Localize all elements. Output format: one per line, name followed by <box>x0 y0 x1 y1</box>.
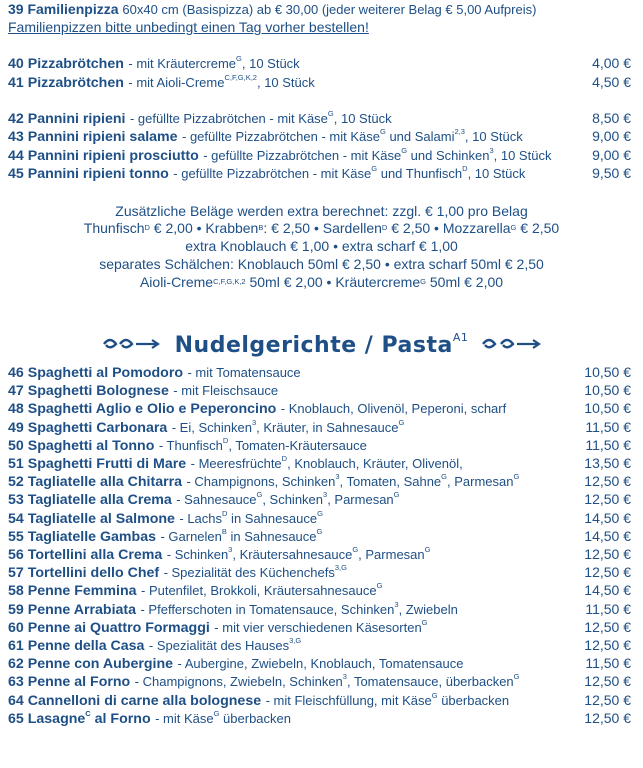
menu-item-45 <box>8 165 631 183</box>
menu-item-61 <box>8 637 631 655</box>
item-number: 65 <box>8 710 24 727</box>
item-name <box>8 365 183 381</box>
item-price: 10,50 € <box>584 382 631 399</box>
item-title: Penne ai Quattro Formaggi <box>27 619 210 636</box>
item-price: 9,50 € <box>592 164 631 181</box>
item-title: Pannini ripieni tonno <box>27 165 169 182</box>
item-number: 59 <box>8 601 24 618</box>
item-number: 63 <box>8 674 24 691</box>
desc-text: , Zwiebeln <box>398 601 458 617</box>
item-number: 42 <box>8 111 24 127</box>
item-number: 45 <box>8 165 24 182</box>
item-price: 14,50 € <box>584 509 631 526</box>
item-title: Spaghetti Carbonara <box>27 419 168 436</box>
desc-text: - mit Tomatensauce <box>187 365 301 380</box>
desc-text: - mit Käse <box>155 710 214 726</box>
item-desc <box>187 365 300 380</box>
desc-text: - mit Kräutercreme <box>128 56 237 71</box>
item-name <box>8 383 169 399</box>
item-title: Penne della Casa <box>27 638 145 654</box>
menu-item-41 <box>8 74 631 92</box>
item-title: Spaghetti Bolognese <box>27 383 169 400</box>
desc-text: , Knoblauch, Kräuter, Olivenöl, <box>287 456 463 471</box>
desc-text: , 10 Stück <box>333 111 392 126</box>
item-number: 46 <box>8 365 24 381</box>
item-name <box>8 708 151 727</box>
familienpizza-note: Familienpizzen bitte unbedingt einen Tag vorher bestellen! <box>8 19 369 35</box>
item-number: 50 <box>8 437 24 454</box>
item-desc <box>214 617 428 635</box>
item-desc <box>281 401 506 416</box>
desc-text: , 10 Stück <box>241 56 300 71</box>
menu-item-63 <box>8 673 631 691</box>
desc-text: und Salami <box>385 129 455 145</box>
allergen-sup: C,F,G,K,2 <box>213 277 246 286</box>
desc-text: - gefüllte Pizzabrötchen - mit Käse <box>173 165 372 181</box>
extras-text: 50ml € 2,00 <box>425 274 504 290</box>
item-desc <box>130 111 392 126</box>
allergen-sup: 3 <box>251 417 257 427</box>
desc-text: - mit vier verschiedenen Käsesorten <box>214 619 422 635</box>
item-number: 44 <box>8 147 24 164</box>
item-price: 4,00 € <box>592 55 631 71</box>
desc-text: , 10 Stück <box>256 75 315 90</box>
desc-text: , Parmesan <box>358 547 425 562</box>
allergen-sup: G <box>513 472 520 482</box>
menu-item-43 <box>8 128 631 146</box>
desc-text: überbacken <box>437 692 510 708</box>
allergen-sup: 2,3 <box>454 127 465 137</box>
menu-item-44 <box>8 147 631 165</box>
item-title: Tortellini alla Crema <box>27 547 163 563</box>
item-number: 43 <box>8 129 24 146</box>
allergen-sup: B <box>221 526 227 536</box>
desc-text: - mit Fleischfüllung, mit Käse <box>265 692 432 708</box>
desc-text: , Tomatensauce, überbacken <box>346 674 514 690</box>
item-title: Spaghetti Frutti di Mare <box>27 456 187 472</box>
item-price: 12,50 € <box>584 691 631 708</box>
extras-text: € 2,50 • Mozzarella <box>387 220 511 236</box>
item-desc <box>186 474 519 489</box>
item-name <box>8 693 261 709</box>
allergen-sup: G <box>420 277 426 286</box>
menu-item-62 <box>8 655 631 673</box>
allergen-sup: C,F,G,K,2 <box>224 73 257 82</box>
item-title: Tagliatelle alla Chitarra <box>27 474 183 491</box>
item-number: 53 <box>8 492 24 509</box>
extras-text: 50ml € 2,00 • Kräutercreme <box>245 274 421 290</box>
item-price: 12,50 € <box>584 473 631 490</box>
desc-text: und Schinken <box>407 147 490 163</box>
item-name <box>8 456 186 472</box>
ornament-right-icon <box>477 336 541 357</box>
allergen-sup: D <box>281 454 288 463</box>
item-title: Cannelloni di carne alla bolognese <box>27 692 262 709</box>
menu-item-53 <box>8 491 631 509</box>
item-price: 10,50 € <box>584 400 631 417</box>
item-title: Penne Femmina <box>27 583 137 600</box>
item-name <box>8 674 130 690</box>
desc-text: - Spezialität des Küchenchefs <box>163 565 335 581</box>
menu-item-58 <box>8 582 631 600</box>
item-desc <box>128 56 299 71</box>
item-number: 52 <box>8 474 24 491</box>
item-desc <box>164 565 347 580</box>
allergen-sup: B <box>258 223 264 232</box>
allergen-sup: G <box>379 127 386 137</box>
extras-text: Aioli-Creme <box>139 274 214 290</box>
allergen-sup: G <box>327 109 334 118</box>
allergen-sup: 3 <box>489 145 494 155</box>
item-desc <box>173 383 278 398</box>
menu-item-48 <box>8 400 631 418</box>
desc-text: - mit Fleischsauce <box>173 383 279 399</box>
item-name <box>8 602 136 618</box>
item-price: 11,50 € <box>585 600 631 617</box>
desc-text: - gefüllte Pizzabrötchen - mit Käse <box>203 147 402 163</box>
menu-item-47 <box>8 382 631 400</box>
allergen-sup: 3 <box>335 472 340 482</box>
item-title: Spaghetti al Pomodoro <box>27 365 184 381</box>
item-price: 4,50 € <box>592 74 631 90</box>
menu-item-40 <box>8 55 631 73</box>
allergen-sup: G <box>317 508 323 518</box>
desc-text: - Sahnesauce <box>176 492 257 508</box>
desc-text: - Lachs <box>179 510 223 526</box>
item-title: Lasagne <box>27 710 86 727</box>
item-desc <box>140 599 458 617</box>
desc-text: - Champignons, Schinken <box>186 474 336 490</box>
allergen-sup: G <box>421 617 428 627</box>
desc-text: , Tomaten, Sahne <box>339 474 442 490</box>
item-desc: 60x40 cm (Basispizza) ab € 30,00 (jeder weiterer Belag € 5,00 Aufpreis) <box>122 2 537 17</box>
item-title: Pannini ripieni salame <box>27 129 178 146</box>
menu-item-52 <box>8 473 631 491</box>
item-name <box>8 56 124 72</box>
item-number: 55 <box>8 528 24 545</box>
item-number: 40 <box>8 56 24 72</box>
desc-text: , Parmesan <box>327 492 394 508</box>
item-number: 41 <box>8 75 24 91</box>
item-name <box>8 166 169 182</box>
item-desc <box>149 638 301 653</box>
item-number: 49 <box>8 419 24 436</box>
item-name <box>8 529 156 545</box>
item-name <box>8 638 144 654</box>
item-desc <box>128 75 314 90</box>
extras-text: € 2,50 <box>516 220 560 236</box>
extras-line-3: extra Knoblauch € 1,00 • extra scharf € 1,00 <box>185 238 458 254</box>
item-title: Pannini ripieni <box>27 111 126 127</box>
item-price: 12,50 € <box>584 546 631 562</box>
item-number: 51 <box>8 456 24 472</box>
desc-text: , Kräuter, in Sahnesauce <box>256 419 399 435</box>
allergen-sup: G <box>398 417 405 427</box>
menu-item-64 <box>8 692 631 710</box>
item-name <box>8 474 182 490</box>
item-desc <box>167 547 431 562</box>
item-desc <box>160 526 323 544</box>
allergen-sup: G <box>256 490 263 500</box>
allergen-sup: D <box>381 223 388 232</box>
desc-text: - Thunfisch <box>158 437 223 453</box>
extras-line-2 <box>0 220 643 238</box>
allergen-sup: G <box>371 163 378 173</box>
extras-line-1: Zusätzliche Beläge werden extra berechnet: zzgl. € 1,00 pro Belag <box>115 203 528 219</box>
menu-item-55 <box>8 528 631 546</box>
item-price: 14,50 € <box>584 527 631 544</box>
item-desc <box>191 456 463 471</box>
allergen-sup: G <box>441 472 448 482</box>
allergen-sup: C <box>85 708 91 718</box>
item-title: Tagliatelle al Salmone <box>27 510 175 527</box>
desc-text: - gefüllte Pizzabrötchen - mit Käse <box>129 111 328 126</box>
desc-text: , Tomaten-Kräutersauce <box>228 437 367 453</box>
item-number: 58 <box>8 583 24 600</box>
item-desc <box>265 690 510 708</box>
item-desc <box>176 492 399 507</box>
desc-text: , 10 Stück <box>464 129 523 145</box>
item-number: 39 <box>8 1 24 17</box>
desc-text: - Ei, Schinken <box>171 419 252 435</box>
item-desc <box>179 508 323 526</box>
item-price: 11,50 € <box>585 655 631 672</box>
allergen-sup: G <box>213 708 220 718</box>
desc-text: , 10 Stück <box>493 147 552 163</box>
allergen-sup: D <box>462 163 468 173</box>
menu-item-51 <box>8 455 631 473</box>
item-price: 11,50 € <box>585 436 631 453</box>
item-name <box>8 565 159 581</box>
desc-text: - Putenfilet, Brokkoli, Kräutersahnesauce <box>141 583 377 599</box>
item-price: 14,50 € <box>584 582 631 599</box>
extras-text: : € 2,50 • Sardellen <box>263 220 382 236</box>
item-desc <box>141 583 382 598</box>
allergen-sup: G <box>352 545 359 554</box>
item-title: Tagliatelle Gambas <box>27 528 156 545</box>
item-number: 47 <box>8 383 24 400</box>
item-title: Spaghetti al Tonno <box>27 437 155 454</box>
allergen-sup: D <box>222 435 229 445</box>
item-name <box>8 438 154 454</box>
item-title: Tortellini dello Chef <box>27 565 160 582</box>
desc-text: - gefüllte Pizzabrötchen - mit Käse <box>182 129 380 145</box>
desc-text: - Meeresfrüchte <box>190 456 282 471</box>
item-title: Penne con Aubergine <box>27 656 174 673</box>
item-price: 10,50 € <box>584 364 631 380</box>
desc-text: - Pfefferschoten in Tomatensauce, Schinken <box>140 601 395 617</box>
menu-item-60 <box>8 619 631 637</box>
extras-text: € 2,00 • Krabben <box>149 220 259 236</box>
desc-text: - Schinken <box>166 547 229 562</box>
desc-text: überbacken <box>219 710 291 726</box>
item-price: 8,50 € <box>592 110 631 126</box>
item-desc <box>173 163 526 181</box>
desc-text: - Garnelen <box>160 528 222 544</box>
item-desc <box>203 145 552 163</box>
menu-item-42 <box>8 110 631 128</box>
desc-text: in Sahnesauce <box>226 528 317 544</box>
allergen-sup: 3 <box>228 545 233 554</box>
item-name <box>8 401 276 417</box>
item-name <box>8 148 199 164</box>
item-name <box>8 492 172 508</box>
extras-line-4: separates Schälchen: Knoblauch 50ml € 2,50 • extra scharf 50ml € 2,50 <box>99 256 544 272</box>
item-price: 9,00 € <box>592 128 631 145</box>
section-heading <box>0 333 643 358</box>
menu-item-54 <box>8 510 631 528</box>
item-number: 48 <box>8 401 24 418</box>
desc-text: - Spezialität des Hauses <box>148 638 290 653</box>
item-price: 12,50 € <box>584 709 631 726</box>
item-desc <box>178 656 464 671</box>
item-name <box>8 583 137 599</box>
menu-item-49 <box>8 419 631 437</box>
allergen-sup: 3 <box>342 672 347 682</box>
item-title: Penne al Forno <box>27 674 131 691</box>
menu-item-59 <box>8 601 631 619</box>
item-name <box>8 420 167 436</box>
allergen-sup: G <box>513 672 520 682</box>
item-price: 12,50 € <box>584 564 631 581</box>
allergen-sup: G <box>401 145 408 155</box>
desc-text: , Schinken <box>262 492 324 508</box>
item-name: Familienpizza <box>27 1 119 17</box>
item-desc <box>171 417 405 435</box>
item-desc <box>158 435 367 453</box>
allergen-sup: G <box>316 526 323 536</box>
item-price: 12,50 € <box>584 637 631 653</box>
desc-text: - Knoblauch, Olivenöl, Peperoni, scharf <box>280 401 507 417</box>
item-name <box>8 111 125 127</box>
desc-text: in Sahnesauce <box>227 510 318 526</box>
item-name <box>8 656 173 672</box>
item-name <box>8 511 175 527</box>
item-price: 9,00 € <box>592 146 631 163</box>
section-title: Nudelgerichte / Pasta <box>174 333 453 358</box>
item-price: 13,50 € <box>584 455 631 471</box>
item-desc <box>155 708 291 726</box>
extras-line-5 <box>0 274 643 292</box>
allergen-sup: D <box>222 508 228 518</box>
item-desc <box>182 129 523 144</box>
item-price: 12,50 € <box>584 491 631 508</box>
item-title: Pannini ripieni prosciutto <box>27 147 199 164</box>
item-title: Tagliatelle alla Crema <box>27 492 172 509</box>
allergen-sup: G <box>510 223 517 232</box>
item-title: Spaghetti Aglio e Olio e Peperoncino <box>27 401 277 418</box>
item-number: 60 <box>8 619 24 636</box>
menu-item-65 <box>8 710 631 728</box>
desc-text: , Kräutersahnesauce <box>232 547 353 562</box>
item-number: 62 <box>8 656 24 673</box>
item-number: 56 <box>8 547 24 563</box>
allergen-sup: 3 <box>323 490 328 500</box>
ornament-left-icon <box>102 336 166 357</box>
allergen-sup: 3 <box>394 599 399 609</box>
item-title: Penne Arrabiata <box>27 601 137 618</box>
desc-text: - Aubergine, Zwiebeln, Knoblauch, Tomatensauce <box>177 656 464 672</box>
familienpizza-line <box>8 1 536 18</box>
item-title: Pizzabrötchen <box>27 56 124 72</box>
item-price: 11,50 € <box>585 418 631 435</box>
item-price: 12,50 € <box>584 673 631 690</box>
item-desc <box>135 674 520 689</box>
desc-text: , Parmesan <box>447 474 514 490</box>
allergen-sup: G <box>424 545 431 554</box>
desc-text: - Champignons, Zwiebeln, Schinken <box>134 674 343 690</box>
allergen-sup: G <box>236 54 242 63</box>
desc-text: , 10 Stück <box>467 165 526 181</box>
section-title-sup: A1 <box>452 331 469 344</box>
item-name <box>8 547 162 563</box>
item-number: 57 <box>8 565 24 582</box>
extras-text: Thunfisch <box>83 220 145 236</box>
allergen-sup: G <box>376 581 383 591</box>
item-number: 64 <box>8 692 24 709</box>
menu-item-46 <box>8 364 631 382</box>
menu-item-50 <box>8 437 631 455</box>
item-number: 54 <box>8 510 24 527</box>
allergen-sup: 3,G <box>334 563 347 573</box>
item-number: 61 <box>8 638 24 654</box>
menu-item-57 <box>8 564 631 582</box>
desc-text: - mit Aioli-Creme <box>128 75 225 90</box>
item-title: Pizzabrötchen <box>27 75 124 91</box>
item-name <box>8 75 124 91</box>
item-title-2: al Forno <box>90 710 151 727</box>
menu-item-56 <box>8 546 631 564</box>
allergen-sup: D <box>144 223 150 232</box>
item-name <box>8 129 178 145</box>
allergen-sup: G <box>431 690 438 700</box>
item-price: 12,50 € <box>584 618 631 635</box>
allergen-sup: G <box>393 490 400 500</box>
item-name <box>8 620 210 636</box>
desc-text: und Thunfisch <box>377 165 463 181</box>
allergen-sup: 3,G <box>289 636 302 645</box>
